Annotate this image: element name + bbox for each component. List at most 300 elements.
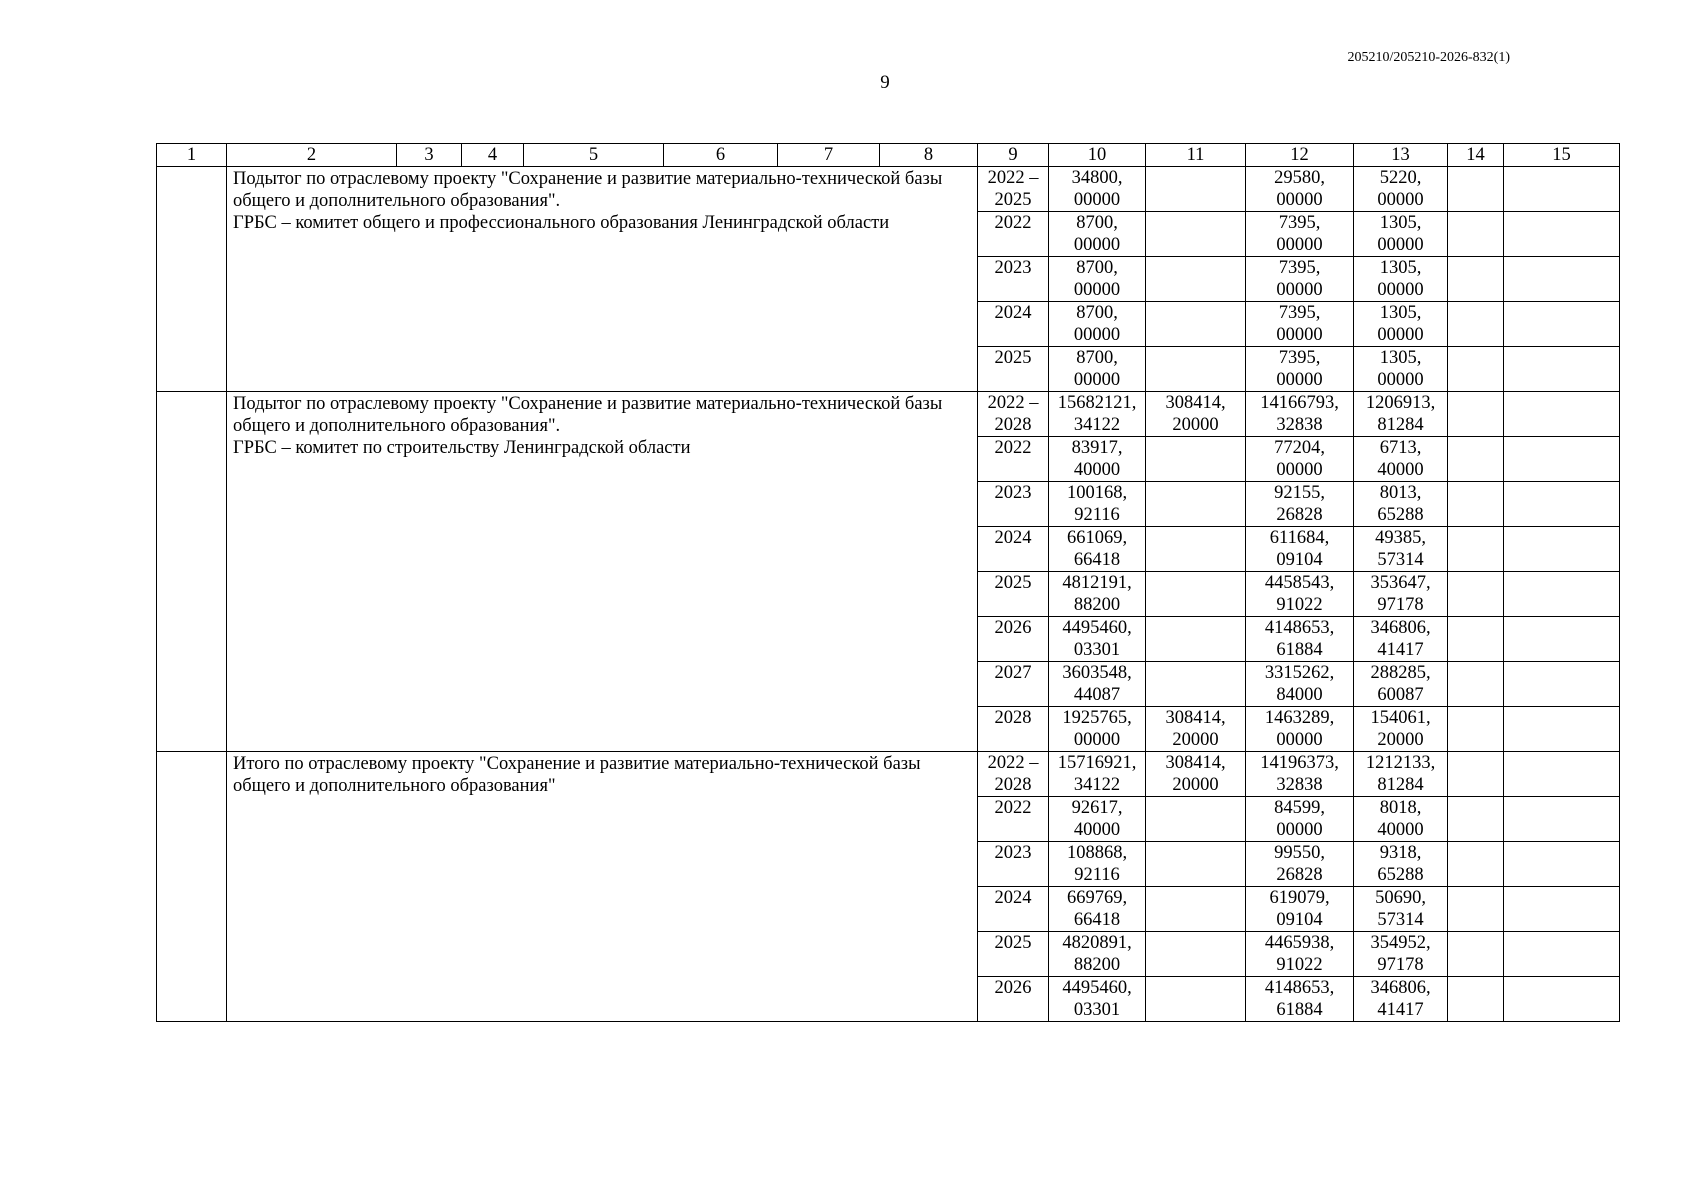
- amount-local-cell: [1354, 932, 1448, 977]
- block-description: Подытог по отраслевому проекту "Сохранение и развитие материально-технической базы общего и дополнительного образования". ГРБС – комитет общего и профессионального образования Ленинградской области: [227, 167, 978, 392]
- block-description: Подытог по отраслевому проекту "Сохранение и развитие материально-технической базы общего и дополнительного образования". ГРБС – комитет по строительству Ленинградской области: [227, 392, 978, 752]
- amount-total-cell-line: 669769,: [1066, 888, 1128, 908]
- empty-cell-15: [1504, 572, 1620, 617]
- year-cell: [978, 707, 1049, 752]
- document-code: 205210/205210-2026-832(1): [1347, 50, 1510, 65]
- empty-cell-14: [1448, 887, 1504, 932]
- amount-total-cell-line: 40000: [1073, 820, 1121, 840]
- column-header: 9: [978, 144, 1049, 167]
- amount-total-cell-line: 00000: [1073, 325, 1121, 345]
- amount-total-cell: [1049, 617, 1146, 662]
- amount-regional-cell: [1246, 347, 1354, 392]
- amount-federal-cell-line: 308414,: [1165, 393, 1226, 413]
- amount-total-cell-line: 92116: [1074, 505, 1120, 525]
- empty-cell-15: [1504, 347, 1620, 392]
- amount-regional-cell-line: 00000: [1276, 280, 1323, 300]
- column-header: 2: [227, 144, 397, 167]
- amount-regional-cell-line: 26828: [1276, 865, 1323, 885]
- amount-local-cell-line: 346806,: [1370, 618, 1431, 638]
- amount-local-cell: [1354, 437, 1448, 482]
- column-header: 12: [1246, 144, 1354, 167]
- amount-local-cell: [1354, 527, 1448, 572]
- amount-total-cell: [1049, 482, 1146, 527]
- amount-local-cell-line: 41417: [1377, 640, 1424, 660]
- amount-local-cell-line: 1305,: [1379, 303, 1422, 323]
- amount-regional-cell: [1246, 752, 1354, 797]
- amount-total-cell: [1049, 257, 1146, 302]
- amount-federal-cell: [1146, 617, 1246, 662]
- amount-total-cell-line: 66418: [1073, 910, 1121, 930]
- empty-cell-15: [1504, 662, 1620, 707]
- amount-regional-cell-line: 00000: [1276, 820, 1323, 840]
- amount-total-cell-line: 44087: [1073, 685, 1121, 705]
- year-cell-line: 2024: [994, 888, 1032, 908]
- amount-regional-cell: [1246, 392, 1354, 437]
- amount-regional-cell-line: 77204,: [1274, 438, 1325, 458]
- amount-federal-cell: [1146, 977, 1246, 1022]
- amount-total-cell: [1049, 212, 1146, 257]
- amount-regional-cell: [1246, 662, 1354, 707]
- amount-regional-cell-line: 14166793,: [1260, 393, 1339, 413]
- amount-local-cell: [1354, 482, 1448, 527]
- amount-total-cell-line: 34122: [1073, 775, 1121, 795]
- amount-total-cell-line: 1925765,: [1062, 708, 1132, 728]
- amount-regional-cell-line: 29580,: [1274, 168, 1325, 188]
- year-cell-line: 2025: [994, 573, 1032, 593]
- amount-total-cell: [1049, 527, 1146, 572]
- empty-cell-15: [1504, 257, 1620, 302]
- year-cell: [978, 797, 1049, 842]
- amount-regional-cell-line: 32838: [1276, 775, 1323, 795]
- amount-federal-cell: [1146, 482, 1246, 527]
- amount-local-cell: [1354, 257, 1448, 302]
- amount-total-cell: [1049, 932, 1146, 977]
- row-number-cell: [157, 167, 227, 392]
- amount-regional-cell-line: 7395,: [1278, 303, 1321, 323]
- amount-local-cell: [1354, 842, 1448, 887]
- amount-local-cell-line: 97178: [1377, 595, 1424, 615]
- empty-cell-14: [1448, 662, 1504, 707]
- amount-local-cell-line: 353647,: [1370, 573, 1431, 593]
- year-cell-line: 2027: [994, 663, 1032, 683]
- amount-local-cell: [1354, 977, 1448, 1022]
- amount-federal-cell: [1146, 572, 1246, 617]
- amount-regional-cell-line: 3315262,: [1264, 663, 1335, 683]
- amount-total-cell-line: 661069,: [1066, 528, 1128, 548]
- amount-total-cell: [1049, 392, 1146, 437]
- amount-local-cell: [1354, 887, 1448, 932]
- amount-regional-cell-line: 4148653,: [1264, 618, 1335, 638]
- amount-regional-cell-line: 619079,: [1269, 888, 1330, 908]
- amount-local-cell: [1354, 572, 1448, 617]
- amount-local-cell-line: 1212133,: [1365, 753, 1436, 773]
- amount-total-cell: [1049, 887, 1146, 932]
- amount-federal-cell-line: 308414,: [1165, 753, 1226, 773]
- column-header: 13: [1354, 144, 1448, 167]
- amount-regional-cell-line: 7395,: [1278, 213, 1321, 233]
- table-row: [157, 167, 1620, 212]
- year-cell-line: 2025: [994, 933, 1032, 953]
- amount-local-cell-line: 1305,: [1379, 258, 1422, 278]
- column-header: 4: [462, 144, 524, 167]
- year-cell-line: 2022 –: [987, 168, 1039, 188]
- empty-cell-15: [1504, 437, 1620, 482]
- amount-total-cell-line: 108868,: [1066, 843, 1128, 863]
- amount-federal-cell: [1146, 797, 1246, 842]
- empty-cell-14: [1448, 527, 1504, 572]
- year-cell: [978, 752, 1049, 797]
- amount-total-cell: [1049, 437, 1146, 482]
- amount-federal-cell-line: 20000: [1172, 415, 1219, 435]
- year-cell-line: 2025: [994, 348, 1032, 368]
- amount-total-cell-line: 34800,: [1071, 168, 1123, 188]
- amount-total-cell: [1049, 347, 1146, 392]
- empty-cell-14: [1448, 392, 1504, 437]
- amount-local-cell: [1354, 797, 1448, 842]
- column-header: 8: [880, 144, 978, 167]
- amount-total-cell: [1049, 167, 1146, 212]
- column-header: 10: [1049, 144, 1146, 167]
- amount-total-cell-line: 15716921,: [1057, 753, 1137, 773]
- year-cell: [978, 527, 1049, 572]
- amount-local-cell-line: 40000: [1377, 820, 1424, 840]
- amount-local-cell-line: 40000: [1377, 460, 1424, 480]
- amount-federal-cell: [1146, 707, 1246, 752]
- empty-cell-14: [1448, 932, 1504, 977]
- empty-cell-15: [1504, 392, 1620, 437]
- column-header: 15: [1504, 144, 1620, 167]
- year-cell-line: 2025: [994, 190, 1032, 210]
- empty-cell-15: [1504, 302, 1620, 347]
- amount-local-cell-line: 9318,: [1379, 843, 1422, 863]
- empty-cell-15: [1504, 752, 1620, 797]
- amount-total-cell-line: 00000: [1073, 370, 1121, 390]
- amount-regional-cell: [1246, 887, 1354, 932]
- empty-cell-14: [1448, 302, 1504, 347]
- year-cell: [978, 392, 1049, 437]
- amount-federal-cell: [1146, 752, 1246, 797]
- amount-regional-cell: [1246, 977, 1354, 1022]
- amount-local-cell: [1354, 707, 1448, 752]
- amount-total-cell: [1049, 977, 1146, 1022]
- amount-local-cell-line: 354952,: [1370, 933, 1431, 953]
- amount-local-cell-line: 00000: [1377, 325, 1424, 345]
- empty-cell-14: [1448, 707, 1504, 752]
- amount-total-cell-line: 00000: [1073, 730, 1121, 750]
- empty-cell-15: [1504, 797, 1620, 842]
- amount-regional-cell-line: 09104: [1276, 910, 1323, 930]
- amount-regional-cell-line: 00000: [1276, 190, 1323, 210]
- year-cell: [978, 662, 1049, 707]
- amount-total-cell-line: 00000: [1073, 235, 1121, 255]
- empty-cell-15: [1504, 887, 1620, 932]
- amount-federal-cell: [1146, 392, 1246, 437]
- amount-regional-cell-line: 09104: [1276, 550, 1323, 570]
- amount-regional-cell-line: 4465938,: [1264, 933, 1335, 953]
- amount-total-cell-line: 3603548,: [1062, 663, 1132, 683]
- amount-federal-cell: [1146, 347, 1246, 392]
- column-header: 7: [778, 144, 880, 167]
- amount-local-cell-line: 41417: [1377, 1000, 1424, 1020]
- amount-total-cell-line: 8700,: [1076, 303, 1118, 323]
- amount-total-cell-line: 92617,: [1071, 798, 1123, 818]
- amount-regional-cell-line: 00000: [1276, 235, 1323, 255]
- amount-local-cell-line: 49385,: [1375, 528, 1426, 548]
- year-cell: [978, 347, 1049, 392]
- amount-regional-cell-line: 91022: [1276, 595, 1323, 615]
- year-cell: [978, 887, 1049, 932]
- amount-regional-cell-line: 7395,: [1278, 348, 1321, 368]
- amount-total-cell: [1049, 842, 1146, 887]
- amount-local-cell: [1354, 752, 1448, 797]
- amount-local-cell-line: 81284: [1377, 775, 1424, 795]
- amount-local-cell-line: 65288: [1377, 865, 1424, 885]
- amount-local-cell: [1354, 167, 1448, 212]
- amount-total-cell: [1049, 662, 1146, 707]
- amount-local-cell-line: 346806,: [1370, 978, 1431, 998]
- amount-federal-cell: [1146, 212, 1246, 257]
- amount-total-cell-line: 34122: [1073, 415, 1121, 435]
- amount-federal-cell: [1146, 257, 1246, 302]
- column-number-row: [157, 144, 1620, 167]
- amount-local-cell-line: 5220,: [1379, 168, 1422, 188]
- row-number-cell: [157, 392, 227, 752]
- amount-local-cell-line: 288285,: [1370, 663, 1431, 683]
- year-cell-line: 2028: [994, 708, 1032, 728]
- amount-local-cell-line: 1305,: [1379, 348, 1422, 368]
- amount-total-cell-line: 83917,: [1071, 438, 1123, 458]
- amount-local-cell-line: 8018,: [1379, 798, 1422, 818]
- amount-local-cell: [1354, 392, 1448, 437]
- amount-local-cell-line: 00000: [1377, 190, 1424, 210]
- empty-cell-14: [1448, 347, 1504, 392]
- amount-federal-cell: [1146, 167, 1246, 212]
- amount-federal-cell: [1146, 842, 1246, 887]
- year-cell-line: 2028: [994, 415, 1032, 435]
- amount-total-cell-line: 40000: [1073, 460, 1121, 480]
- amount-total-cell-line: 4495460,: [1062, 618, 1132, 638]
- amount-local-cell-line: 154061,: [1370, 708, 1431, 728]
- amount-federal-cell-line: 308414,: [1165, 708, 1226, 728]
- budget-table: [156, 143, 1620, 1022]
- amount-regional-cell: [1246, 212, 1354, 257]
- amount-total-cell-line: 88200: [1073, 955, 1121, 975]
- amount-regional-cell-line: 00000: [1276, 325, 1323, 345]
- empty-cell-14: [1448, 617, 1504, 662]
- amount-regional-cell: [1246, 617, 1354, 662]
- empty-cell-14: [1448, 212, 1504, 257]
- amount-local-cell-line: 6713,: [1379, 438, 1422, 458]
- empty-cell-15: [1504, 167, 1620, 212]
- amount-local-cell-line: 50690,: [1375, 888, 1426, 908]
- amount-regional-cell: [1246, 707, 1354, 752]
- empty-cell-14: [1448, 257, 1504, 302]
- amount-regional-cell-line: 4458543,: [1264, 573, 1335, 593]
- year-cell-line: 2026: [994, 978, 1032, 998]
- amount-total-cell-line: 66418: [1073, 550, 1121, 570]
- amount-total-cell-line: 8700,: [1076, 258, 1118, 278]
- amount-total-cell-line: 8700,: [1076, 213, 1118, 233]
- amount-total-cell-line: 00000: [1073, 190, 1121, 210]
- column-header: 5: [524, 144, 664, 167]
- amount-local-cell-line: 57314: [1377, 550, 1424, 570]
- year-cell: [978, 977, 1049, 1022]
- year-cell-line: 2028: [994, 775, 1032, 795]
- amount-regional-cell-line: 99550,: [1274, 843, 1325, 863]
- empty-cell-15: [1504, 527, 1620, 572]
- empty-cell-14: [1448, 167, 1504, 212]
- empty-cell-15: [1504, 617, 1620, 662]
- amount-local-cell-line: 1206913,: [1365, 393, 1436, 413]
- amount-total-cell-line: 88200: [1073, 595, 1121, 615]
- column-header: 6: [664, 144, 778, 167]
- column-header: 3: [397, 144, 462, 167]
- row-number-cell: [157, 752, 227, 1022]
- amount-total-cell-line: 15682121,: [1057, 393, 1137, 413]
- amount-total-cell: [1049, 707, 1146, 752]
- amount-local-cell-line: 65288: [1377, 505, 1424, 525]
- amount-total-cell-line: 4820891,: [1062, 933, 1132, 953]
- amount-local-cell-line: 00000: [1377, 235, 1424, 255]
- empty-cell-15: [1504, 932, 1620, 977]
- column-header: 14: [1448, 144, 1504, 167]
- amount-federal-cell: [1146, 887, 1246, 932]
- year-cell-line: 2022 –: [987, 753, 1039, 773]
- year-cell-line: 2022: [994, 438, 1032, 458]
- amount-total-cell-line: 03301: [1073, 1000, 1121, 1020]
- amount-regional-cell-line: 61884: [1276, 640, 1323, 660]
- year-cell: [978, 932, 1049, 977]
- amount-total-cell-line: 00000: [1073, 280, 1121, 300]
- column-header: 1: [157, 144, 227, 167]
- year-cell-line: 2024: [994, 528, 1032, 548]
- amount-local-cell-line: 81284: [1377, 415, 1424, 435]
- year-cell-line: 2023: [994, 843, 1032, 863]
- amount-total-cell: [1049, 752, 1146, 797]
- amount-local-cell-line: 00000: [1377, 280, 1424, 300]
- amount-regional-cell-line: 611684,: [1269, 528, 1330, 548]
- amount-regional-cell-line: 00000: [1276, 460, 1323, 480]
- amount-regional-cell: [1246, 797, 1354, 842]
- amount-total-cell: [1049, 572, 1146, 617]
- empty-cell-14: [1448, 842, 1504, 887]
- amount-federal-cell: [1146, 302, 1246, 347]
- year-cell-line: 2024: [994, 303, 1032, 323]
- amount-regional-cell-line: 7395,: [1278, 258, 1321, 278]
- year-cell-line: 2022: [994, 213, 1032, 233]
- amount-local-cell: [1354, 617, 1448, 662]
- amount-regional-cell-line: 61884: [1276, 1000, 1323, 1020]
- table-row: [157, 392, 1620, 437]
- year-cell: [978, 257, 1049, 302]
- amount-regional-cell: [1246, 437, 1354, 482]
- amount-federal-cell: [1146, 662, 1246, 707]
- amount-total-cell: [1049, 797, 1146, 842]
- amount-regional-cell: [1246, 167, 1354, 212]
- amount-regional-cell-line: 00000: [1276, 370, 1323, 390]
- amount-total-cell-line: 03301: [1073, 640, 1121, 660]
- amount-total-cell-line: 100168,: [1066, 483, 1128, 503]
- empty-cell-15: [1504, 482, 1620, 527]
- amount-regional-cell: [1246, 572, 1354, 617]
- empty-cell-15: [1504, 212, 1620, 257]
- year-cell-line: 2023: [994, 483, 1032, 503]
- amount-regional-cell-line: 4148653,: [1264, 978, 1335, 998]
- amount-regional-cell: [1246, 527, 1354, 572]
- empty-cell-14: [1448, 482, 1504, 527]
- amount-local-cell: [1354, 347, 1448, 392]
- empty-cell-14: [1448, 797, 1504, 842]
- amount-federal-cell: [1146, 527, 1246, 572]
- amount-local-cell: [1354, 302, 1448, 347]
- amount-local-cell-line: 57314: [1377, 910, 1424, 930]
- empty-cell-15: [1504, 707, 1620, 752]
- amount-total-cell-line: 4812191,: [1062, 573, 1132, 593]
- year-cell-line: 2022: [994, 798, 1032, 818]
- year-cell-line: 2026: [994, 618, 1032, 638]
- amount-federal-cell: [1146, 437, 1246, 482]
- year-cell: [978, 212, 1049, 257]
- amount-regional-cell-line: 84000: [1276, 685, 1323, 705]
- year-cell-line: 2022 –: [987, 393, 1039, 413]
- amount-total-cell-line: 92116: [1074, 865, 1120, 885]
- empty-cell-14: [1448, 977, 1504, 1022]
- amount-regional-cell: [1246, 932, 1354, 977]
- year-cell: [978, 482, 1049, 527]
- amount-local-cell-line: 00000: [1377, 370, 1424, 390]
- amount-regional-cell-line: 91022: [1276, 955, 1323, 975]
- amount-regional-cell-line: 26828: [1276, 505, 1323, 525]
- amount-regional-cell: [1246, 842, 1354, 887]
- amount-federal-cell-line: 20000: [1172, 775, 1219, 795]
- year-cell-line: 2023: [994, 258, 1032, 278]
- year-cell: [978, 572, 1049, 617]
- amount-regional-cell-line: 14196373,: [1260, 753, 1339, 773]
- block-description: Итого по отраслевому проекту "Сохранение и развитие материально-технической базы общего и дополнительного образования": [227, 752, 978, 1022]
- amount-total-cell: [1049, 302, 1146, 347]
- amount-local-cell: [1354, 212, 1448, 257]
- amount-regional-cell: [1246, 302, 1354, 347]
- empty-cell-14: [1448, 752, 1504, 797]
- amount-local-cell-line: 60087: [1377, 685, 1424, 705]
- empty-cell-15: [1504, 977, 1620, 1022]
- amount-regional-cell: [1246, 257, 1354, 302]
- amount-federal-cell: [1146, 932, 1246, 977]
- amount-regional-cell-line: 1463289,: [1264, 708, 1335, 728]
- empty-cell-14: [1448, 572, 1504, 617]
- amount-local-cell-line: 8013,: [1379, 483, 1422, 503]
- empty-cell-14: [1448, 437, 1504, 482]
- empty-cell-15: [1504, 842, 1620, 887]
- amount-local-cell-line: 20000: [1377, 730, 1424, 750]
- amount-regional-cell-line: 32838: [1276, 415, 1323, 435]
- amount-regional-cell: [1246, 482, 1354, 527]
- column-header: 11: [1146, 144, 1246, 167]
- year-cell: [978, 617, 1049, 662]
- year-cell: [978, 167, 1049, 212]
- table-row: [157, 752, 1620, 797]
- amount-regional-cell-line: 00000: [1276, 730, 1323, 750]
- amount-total-cell-line: 4495460,: [1062, 978, 1132, 998]
- page-number: 9: [880, 72, 890, 93]
- amount-local-cell-line: 1305,: [1379, 213, 1422, 233]
- amount-local-cell-line: 97178: [1377, 955, 1424, 975]
- amount-total-cell-line: 8700,: [1076, 348, 1118, 368]
- amount-regional-cell-line: 84599,: [1274, 798, 1325, 818]
- amount-regional-cell-line: 92155,: [1274, 483, 1325, 503]
- year-cell: [978, 437, 1049, 482]
- amount-local-cell: [1354, 662, 1448, 707]
